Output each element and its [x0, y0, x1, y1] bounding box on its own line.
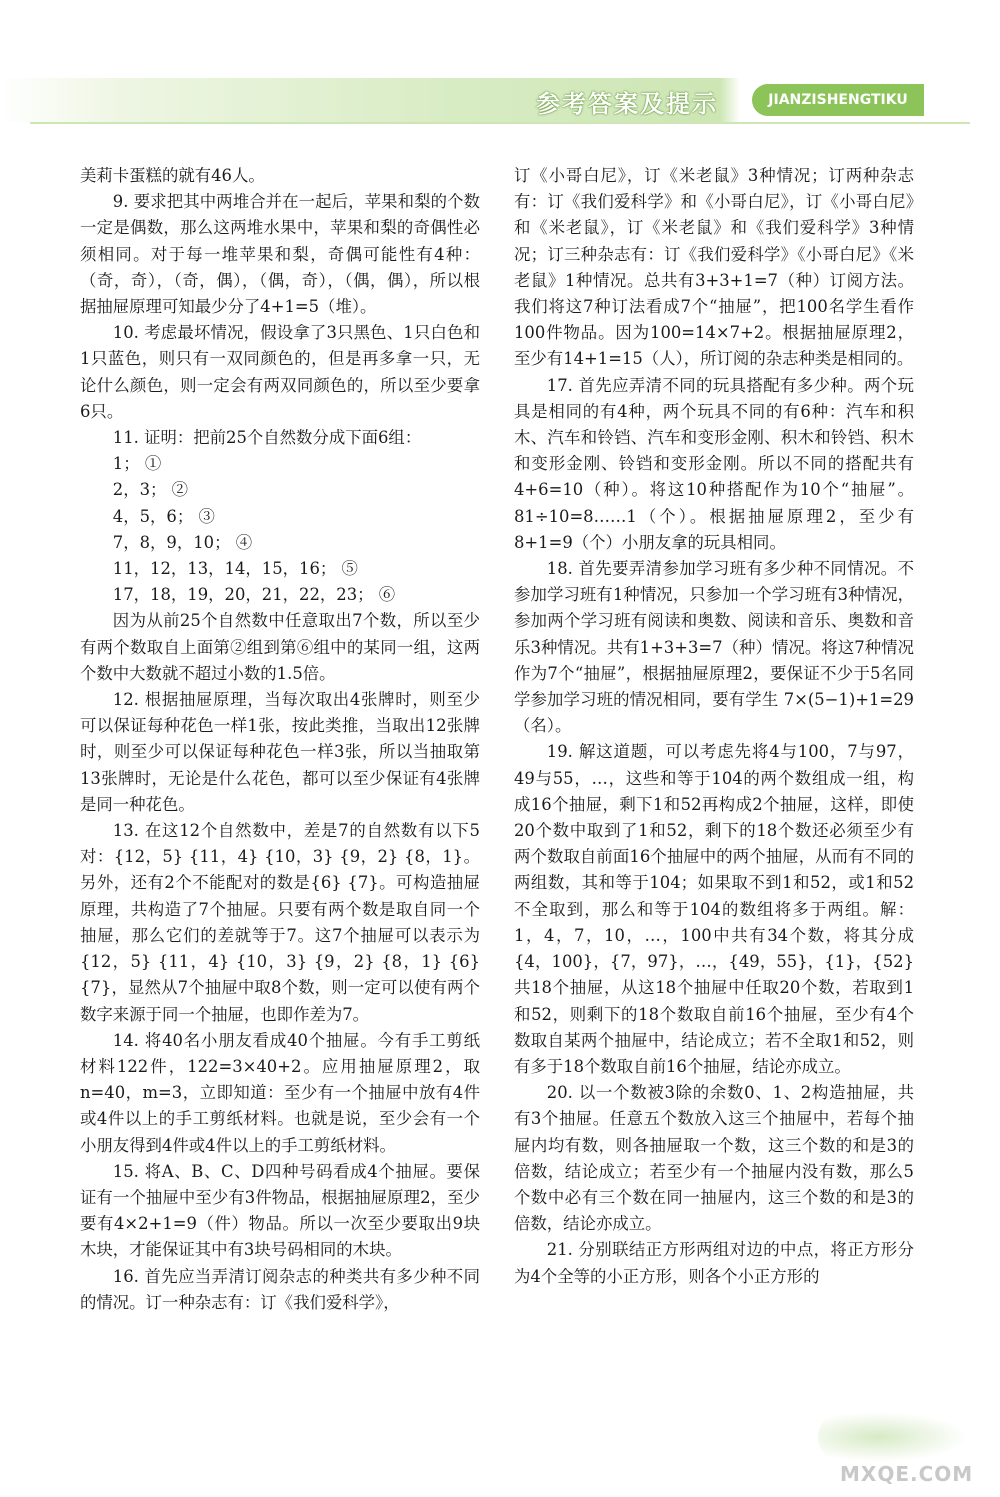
- paragraph: 15. 将A、B、C、D四种号码看成4个抽屉。要保证有一个抽屉中至少有3件物品，根据抽屉原理2，至少要有4×2+1=9（件）物品。所以一次至少要取出9块木块，才能保证其中有3块号码相同的木块。: [80, 1161, 480, 1260]
- paragraph: 4，5，6； ③: [112, 506, 215, 526]
- paragraph: 2，3； ②: [112, 480, 189, 500]
- paragraph: 14. 将40名小朋友看成40个抽屉。今有手工剪纸材料122件，122=3×40+2。应用抽屉原理2，取n=40，m=3，立即知道：至少有一个抽屉中放有4件或4件以上的手工剪纸材料。也就是说，至少会有一个小朋友得到4件或4件以上的手工剪纸材料。: [80, 1030, 480, 1155]
- paragraph: 11，12，13，14，15，16； ⑤: [112, 559, 358, 579]
- paragraph: 10. 考虑最坏情况，假设拿了3只黑色、1只白色和1只蓝色，则只有一双同颜色的，但是再多拿一只，无论什么颜色，则一定会有两双同颜色的，所以至少要拿6只。: [80, 323, 480, 421]
- paragraph: 因为从前25个自然数中任意取出7个数，所以至少有两个数取自上面第②组到第⑥组中的某同一组，这两个数中大数就不超过小数的1.5倍。: [80, 611, 480, 683]
- paragraph: 订《小哥白尼》，订《米老鼠》3种情况；订两种杂志有：订《我们爱科学》和《小哥白尼》，订《小哥白尼》和《米老鼠》，订《米老鼠》和《我们爱科学》3种情况；订三种杂志有：订《我们爱科学》《小哥白尼》《米老鼠》1种情况。总共有3+3+1=7（种）订阅方法。我们将这7种订法看成7个“抽屉”，把100名学生看作100件物品。因为100=14×7+2。根据抽屉原理2，至少有14+1=15（人），所订阅的杂志种类是相同的。: [514, 166, 914, 369]
- header-rule: [30, 122, 970, 124]
- paragraph: 21. 分别联结正方形两组对边的中点，将正方形分为4个全等的小正方形，则各个小正方形的: [514, 1240, 914, 1286]
- left-column: [80, 163, 480, 1316]
- paragraph: 7，8，9，10； ④: [112, 532, 253, 552]
- paragraph: 17. 首先应弄清不同的玩具搭配有多少种。两个玩具是相同的有4种，两个玩具不同的有6种：汽车和积木、汽车和铃铛、汽车和变形金刚、积木和铃铛、积木和变形金刚、铃铛和变形金刚。所以不同的搭配共有4+6=10（种）。将这10种搭配作为10个“抽屉”。81÷10=8……1（个）。根据抽屉原理2，至少有8+1=9（个）小朋友拿的玩具相同。: [514, 375, 914, 552]
- paragraph: 12. 根据抽屉原理，当每次取出4张牌时，则至少可以保证每种花色一样1张，按此类推，当取出12张牌时，则至少可以保证每种花色一样3张，所以当抽取第13张牌时，无论是什么花色，都可以至少保证有4张牌是同一种花色。: [80, 690, 480, 814]
- paragraph: 9. 要求把其中两堆合并在一起后，苹果和梨的个数一定是偶数，那么这两堆水果中，苹果和梨的奇偶性必须相同。对于每一堆苹果和梨，奇偶可能性有4种：（奇，奇），（奇，偶），（偶，奇），（偶，偶），所以根据抽屉原理可知最少分了4+1=5（堆）。: [80, 192, 480, 317]
- header-tag: JIANZISHENGTIKU: [752, 84, 924, 116]
- paragraph: 20. 以一个数被3除的余数0、1、2构造抽屉，共有3个抽屉。任意五个数放入这三个抽屉中，若每个抽屉内均有数，则各抽屉取一个数，这三个数的和是3的倍数，结论成立；若至少有一个抽屉内没有数，那么5个数中必有三个数在同一抽屉内，这三个数的和是3的倍数，结论亦成立。: [514, 1083, 914, 1234]
- paragraph: 16. 首先应当弄清订阅杂志的种类共有多少种不同的情况。订一种杂志有：订《我们爱科学》，: [80, 1266, 480, 1312]
- paragraph: 19. 解这道题，可以考虑先将4与100，7与97，49与55，…，这些和等于104的两个数组成一组，构成16个抽屉，剩下1和52再构成2个抽屉，这样，即使20个数中取到了1和52，剩下的18个数还必须至少有两个数取自前面16个抽屉中的两个抽屉，从而有不同的两组数，其和等于104；如果取不到1和52，或1和52不全取到，那么和等于104的数组将多于两组。解：1，4，7，10，…，100中共有34个数，将其分成{4，100}，{7，97}，…，{49，55}，{1}，{52}共18个抽屉，从这18个抽屉中任取20个数，若取到1和52，则剩下的18个数取自前16个抽屉，至少有4个数取自某两个抽屉中，结论成立；若不全取1和52，则有多于18个数取自前16个抽屉，结论亦成立。: [514, 742, 914, 1076]
- paragraph: 13. 在这12个自然数中，差是7的自然数有以下5对：{12，5} {11，4} {10，3} {9，2} {8，1}。另外，还有2个不能配对的数是{6} {7}。可构造抽屉原理，共构造了7个抽屉。只要有两个数是取自同一个抽屉，那么它们的差就等于7。这7个抽屉可以表示为{12，5} {11，4} {10，3} {9，2} {8，1} {6} {7}，显然从7个抽屉中取8个数，则一定可以使有两个数字来源于同一个抽屉，也即作差为7。: [80, 821, 480, 1024]
- paragraph: 11. 证明：把前25个自然数分成下面6组：: [112, 428, 422, 448]
- header-title: 参考答案及提示: [536, 90, 718, 118]
- paragraph: 美莉卡蛋糕的就有46人。: [80, 166, 265, 185]
- paragraph: 17，18，19，20，21，22，23； ⑥: [112, 585, 396, 605]
- paragraph: 18. 首先要弄清参加学习班有多少种不同情况。不参加学习班有1种情况，只参加一个学习班有3种情况，参加两个学习班有阅读和奥数、阅读和音乐、奥数和音乐3种情况。共有1+3+3=7（种）情况。将这7种情况作为7个“抽屉”，根据抽屉原理2，要保证不少于5名同学参加学习班的情况相同，要有学生 7×(5−1)+1=29（名）。: [514, 559, 914, 736]
- paragraph: 1； ①: [112, 454, 162, 474]
- page-corner-logo: [818, 1412, 968, 1462]
- right-column: [514, 163, 914, 1290]
- watermark: MXQE.COM: [840, 1462, 974, 1486]
